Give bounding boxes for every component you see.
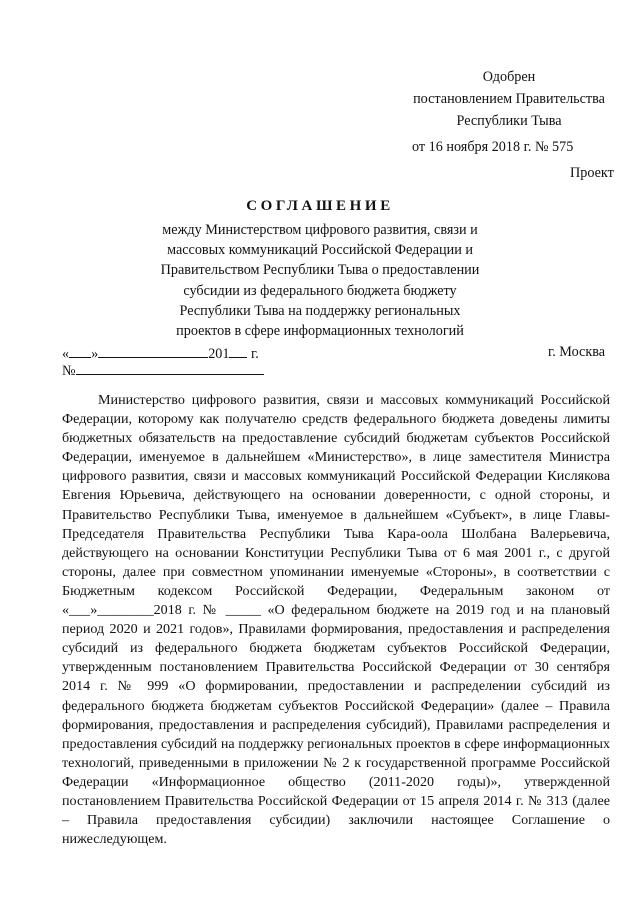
agreement-date-field bbox=[62, 344, 259, 363]
date-quote-open: « bbox=[62, 346, 70, 362]
date-suffix: г. bbox=[247, 346, 259, 362]
subtitle-line: Республики Тыва на поддержку региональных bbox=[179, 302, 461, 319]
city-label: г. Москва bbox=[548, 344, 606, 360]
number-sign: № bbox=[62, 363, 76, 379]
subtitle-line: массовых коммуникаций Российской Федерации и bbox=[167, 242, 473, 259]
preamble-paragraph: Министерство цифрового развития, связи и массовых коммуникаций Российской Федерации, которому как получателю средств федерального бюджета доведены лимиты бюджетных обязательств на предоставление субсидий бюджетам субъектов Российской Федерации, именуемое в дальнейшем «Министерство», в лице заместителя Министра цифрового развития, связи и массовых коммуникаций Российской Федерации Кислякова Евгения Юрьевича, действующего на основании доверенности, с одной стороны, и Правительство Республики Тыва, именуемое в дальнейшем «Субъект», в лице Главы-Председателя Правительства Республики Тыва Кара-оола Шолбана Валерьевича, действующего на основании Конституции Республики Тыва от 6 мая 2001 г., с другой стороны, далее при совместном упоминании именуемые «Стороны», в соответствии с Бюджетным кодексом Российской Федерации, Федеральным законом от «___»________2018 г. № _____ «О федеральном бюджете на 2019 год и на плановый период 2020 и 2021 годов», Правилами формирования, предоставления и распределения субсидий из федерального бюджета бюджетам субъектов Российской Федерации, утвержденным постановлением Правительства Российской Федерации от 30 сентября 2014 г. № 999 «О формировании, предоставлении и распределении субсидий из федерального бюджета бюджетам субъектов Российской Федерации» (далее – Правила формирования, предоставления и распределения субсидий), Правилами распределения и предоставления субсидий на поддержку региональных проектов в сфере информационных технологий, приведенными в приложении № 2 к государственной программе Российской Федерации «Информационное общество (2011-2020 годы)», утвержденной постановлением Правительства Российской Федерации от 15 апреля 2014 г. № 313 (далее – Правила предоставления субсидии) заключили настоящее Соглашение о нижеследующем. bbox=[62, 392, 610, 848]
approval-date: от 16 ноября 2018 г. № 575 bbox=[412, 139, 574, 155]
subtitle-line: между Министерством цифрового развития, связи и bbox=[162, 222, 478, 238]
date-year: 201 bbox=[208, 346, 230, 362]
document-title: СОГЛАШЕНИЕ bbox=[246, 198, 394, 214]
month-blank bbox=[98, 344, 208, 358]
subtitle-line: субсидии из федерального бюджета бюджету bbox=[183, 282, 457, 299]
day-blank bbox=[69, 344, 91, 358]
agreement-number-field bbox=[62, 362, 264, 380]
approval-stamp bbox=[392, 66, 626, 132]
approval-line-2: постановлением Правительства bbox=[413, 91, 605, 107]
status-label: Проект bbox=[570, 165, 614, 181]
approval-line-3: Республики Тыва bbox=[456, 113, 562, 129]
approval-line-1: Одобрен bbox=[482, 69, 536, 85]
year-blank bbox=[229, 344, 247, 358]
date-quote-close: » bbox=[91, 346, 99, 362]
subtitle-line: Правительством Республики Тыва о предоставлении bbox=[160, 262, 480, 279]
subtitle-line: проектов в сфере информационных технологий bbox=[176, 323, 464, 340]
number-blank bbox=[76, 362, 264, 375]
document-subtitle bbox=[150, 220, 490, 341]
